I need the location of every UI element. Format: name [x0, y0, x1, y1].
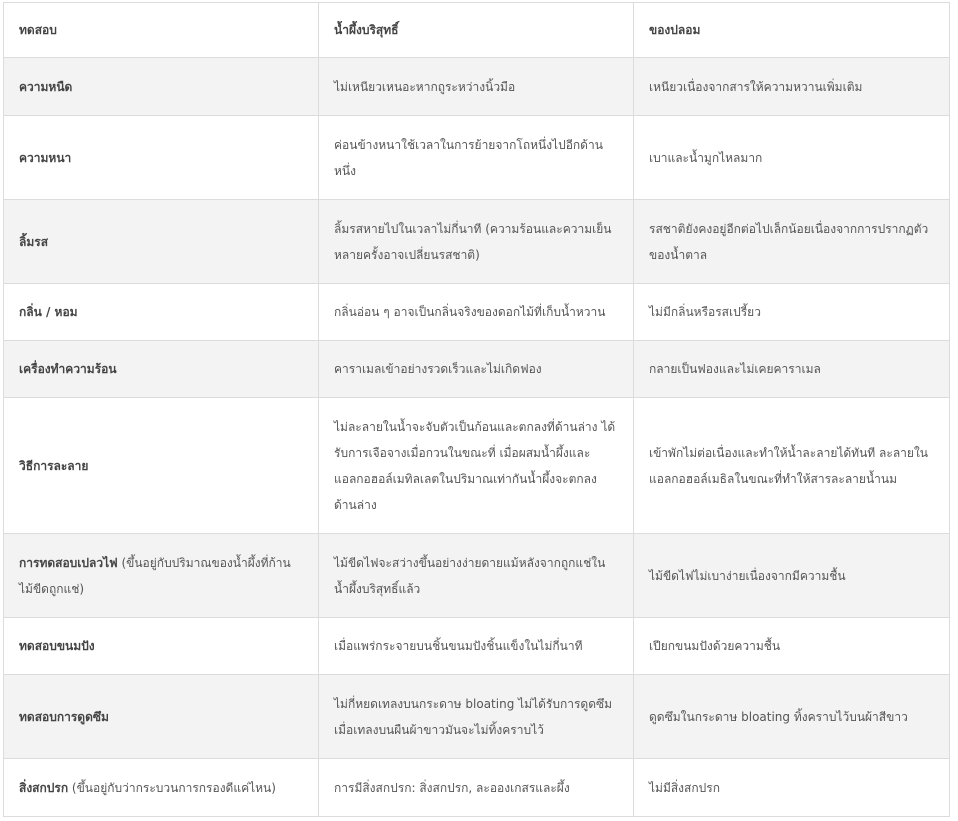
- row-pure: ไม่เหนียวเหนอะหากถูระหว่างนิ้วมือ: [319, 58, 634, 116]
- row-test: ความหนา: [4, 116, 319, 200]
- row-test: ทดสอบการดูดซึม: [4, 675, 319, 759]
- row-fake: เข้าพักไม่ต่อเนื่องและทำให้น้ำละลายได้ทันที ละลายในแอลกอฮอล์เมธิลในขณะที่ทำให้สารละลายน้ำนม: [634, 398, 950, 534]
- row-fake: ดูดซึมในกระดาษ bloating ทิ้งคราบไว้บนผ้าสีขาว: [634, 675, 950, 759]
- row-fake: ไม้ขีดไฟไม่เบาง่ายเนื่องจากมีความชื้น: [634, 534, 950, 618]
- row-fake: เหนียวเนื่องจากสารให้ความหวานเพิ่มเติม: [634, 58, 950, 116]
- row-test: ความหนืด: [4, 58, 319, 116]
- row-pure: ลิ้มรสหายไปในเวลาไม่กี่นาที (ความร้อนและความเย็นหลายครั้งอาจเปลี่ยนรสชาติ): [319, 200, 634, 284]
- row-pure: ไม่กี่หยดเทลงบนกระดาษ bloating ไม่ได้รับการดูดซึม เมื่อเทลงบนผืนผ้าขาวมันจะไม่ทิ้งคราบไว้: [319, 675, 634, 759]
- table-row: [4, 284, 950, 341]
- row-pure: เมื่อแพร่กระจายบนชิ้นขนมปังชิ้นแข็งในไม่กี่นาที: [319, 618, 634, 675]
- row-test: ทดสอบขนมปัง: [4, 618, 319, 675]
- table-row: [4, 341, 950, 398]
- row-test: สิ่งสกปรก (ขึ้นอยู่กับว่ากระบวนการกรองดีแค่ไหน): [4, 759, 319, 817]
- table-row: [4, 618, 950, 675]
- row-fake: รสชาติยังคงอยู่อีกต่อไปเล็กน้อยเนื่องจากการปรากฏตัวของน้ำตาล: [634, 200, 950, 284]
- row-test: วิธีการละลาย: [4, 398, 319, 534]
- row-pure: กลิ่นอ่อน ๆ อาจเป็นกลิ่นจริงของดอกไม้ที่เก็บน้ำหวาน: [319, 284, 634, 341]
- table-row: [4, 534, 950, 618]
- header-row: [4, 3, 950, 58]
- honey-comparison-table: [3, 2, 950, 817]
- header-fake: ของปลอม: [634, 3, 950, 58]
- table-row: [4, 116, 950, 200]
- table-row: [4, 398, 950, 534]
- header-test: ทดสอบ: [4, 3, 319, 58]
- row-pure: คาราเมลเข้าอย่างรวดเร็วและไม่เกิดฟอง: [319, 341, 634, 398]
- row-pure: ค่อนข้างหนาใช้เวลาในการย้ายจากโถหนึ่งไปอีกด้านหนึ่ง: [319, 116, 634, 200]
- row-test: ลิ้มรส: [4, 200, 319, 284]
- header-pure-honey: น้ำผึ้งบริสุทธิ์: [319, 3, 634, 58]
- row-pure: การมีสิ่งสกปรก: สิ่งสกปรก, ละอองเกสรและผึ้ง: [319, 759, 634, 817]
- table-row: [4, 675, 950, 759]
- row-test: เครื่องทำความร้อน: [4, 341, 319, 398]
- row-test: การทดสอบเปลวไฟ (ขึ้นอยู่กับปริมาณของน้ำผึ้งที่ก้านไม้ขีดถูกแช่): [4, 534, 319, 618]
- row-fake: เบาและน้ำมูกไหลมาก: [634, 116, 950, 200]
- row-test-note: (ขึ้นอยู่กับว่ากระบวนการกรองดีแค่ไหน): [68, 780, 276, 795]
- table-row: [4, 759, 950, 817]
- row-test-note: (ขึ้นอยู่กับปริมาณของน้ำผึ้งที่ก้านไม้ขีดถูกแช่): [19, 555, 291, 596]
- row-fake: เปียกขนมปังด้วยความชื้น: [634, 618, 950, 675]
- table-row: [4, 58, 950, 116]
- row-pure: ไม้ขีดไฟจะสว่างขึ้นอย่างง่ายดายแม้หลังจากถูกแช่ในน้ำผึ้งบริสุทธิ์แล้ว: [319, 534, 634, 618]
- row-test: กลิ่น / หอม: [4, 284, 319, 341]
- table-row: [4, 200, 950, 284]
- row-fake: ไม่มีสิ่งสกปรก: [634, 759, 950, 817]
- row-fake: ไม่มีกลิ่นหรือรสเปรี้ยว: [634, 284, 950, 341]
- row-pure: ไม่ละลายในน้ำจะจับตัวเป็นก้อนและตกลงที่ด้านล่าง ได้รับการเจือจางเมื่อกวนในขณะที่ เมื่อผสมน้ำผึ้งและแอลกอฮอล์เมทิลเลตในปริมาณเท่ากันน้ำผึ้งจะตกลงด้านล่าง: [319, 398, 634, 534]
- row-fake: กลายเป็นฟองและไม่เคยคาราเมล: [634, 341, 950, 398]
